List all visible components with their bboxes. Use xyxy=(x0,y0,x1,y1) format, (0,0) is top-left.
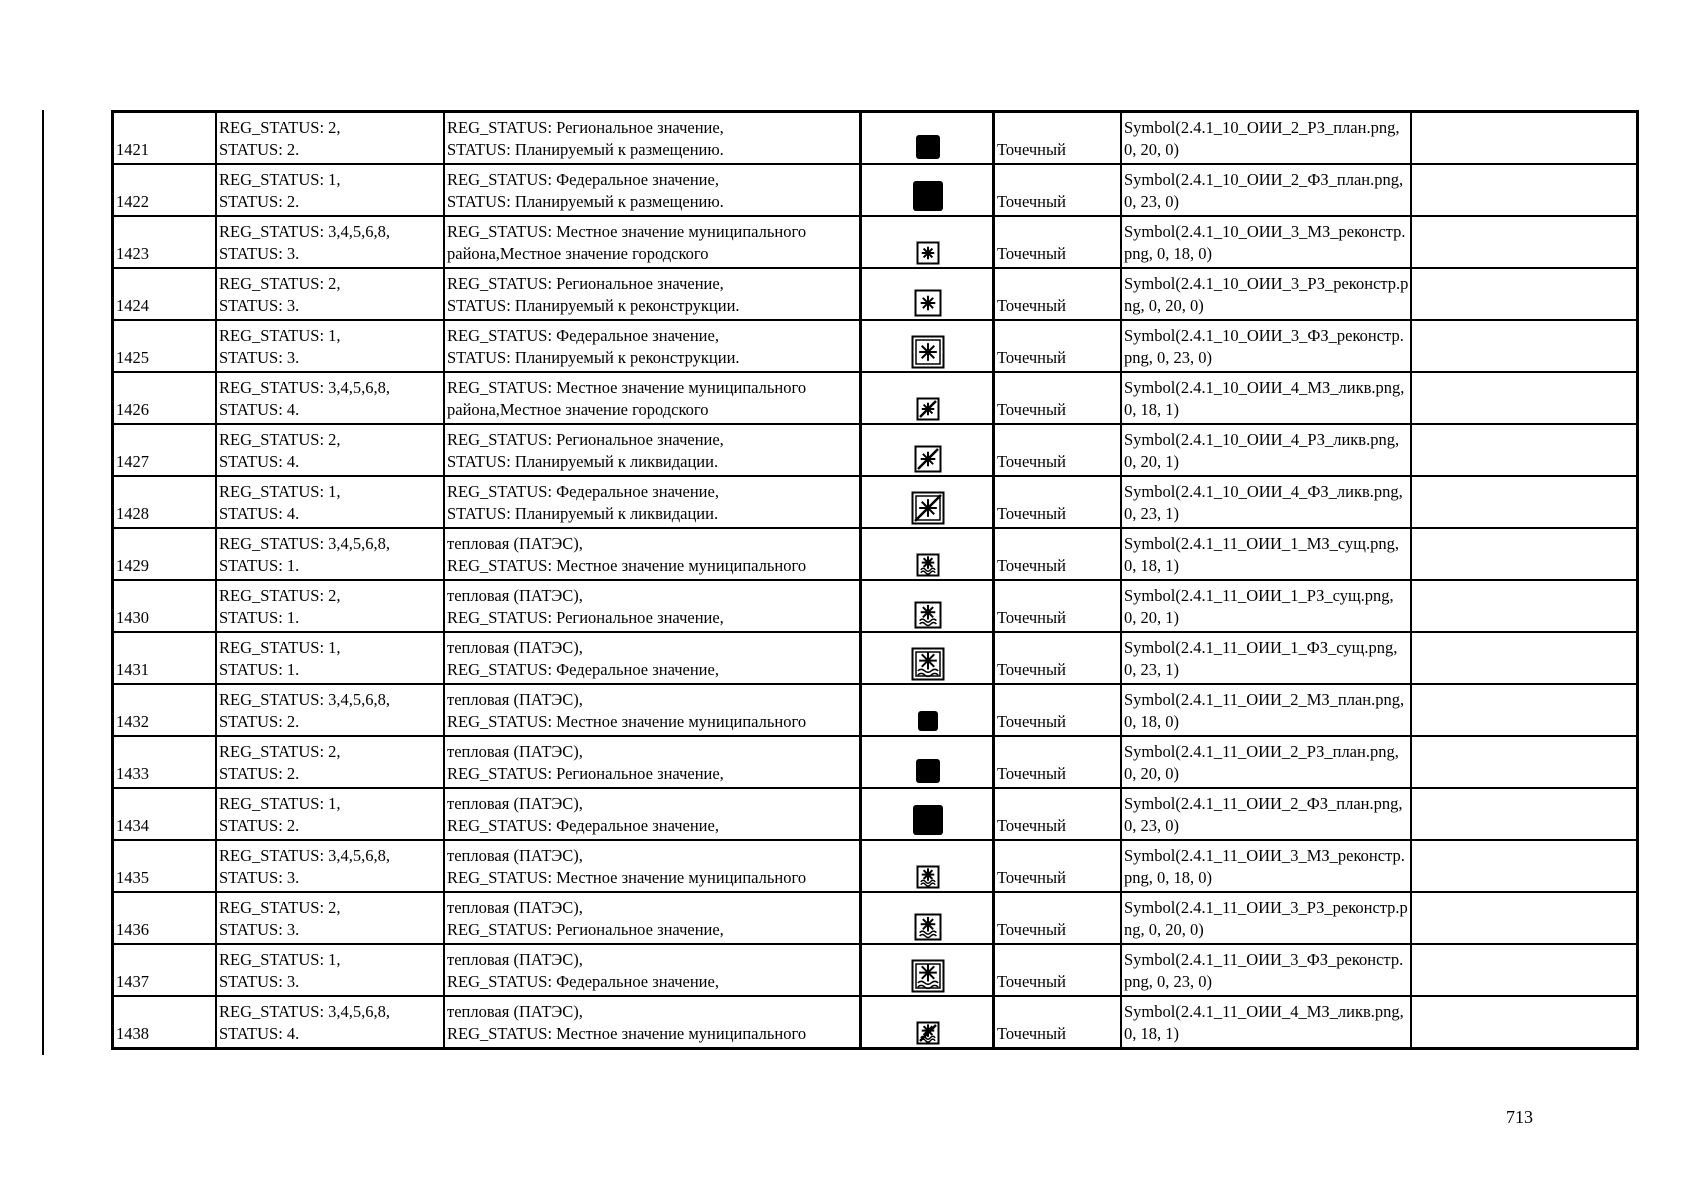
description-line: REG_STATUS: Федеральное значение, xyxy=(447,170,719,189)
reg-status-cell xyxy=(216,320,444,372)
row-number: 1431 xyxy=(113,632,217,684)
table-row xyxy=(113,840,1638,892)
description-cell xyxy=(444,580,861,632)
empty-cell xyxy=(1411,164,1638,216)
symbol-preview-cell xyxy=(861,424,994,476)
symbol-definition: Symbol(2.4.1_11_ОИИ_3_РЗ_реконстр.png, 0, 20, 0) xyxy=(1121,892,1411,944)
table-row xyxy=(113,580,1638,632)
description-line: тепловая (ПАТЭС), xyxy=(447,690,583,709)
description-line: тепловая (ПАТЭС), xyxy=(447,794,583,813)
solid-square-large-icon xyxy=(911,185,945,204)
symbol-preview-cell xyxy=(861,320,994,372)
geometry-type: Точечный xyxy=(994,268,1122,320)
description-cell xyxy=(444,372,861,424)
asterisk-waves-box-medium-icon xyxy=(914,916,942,935)
description-line: REG_STATUS: Местное значение муниципального xyxy=(447,556,807,575)
table-row xyxy=(113,112,1638,165)
symbol-definition: Symbol(2.4.1_11_ОИИ_3_ФЗ_реконстр.png, 0, 23, 0) xyxy=(1121,944,1411,996)
row-number: 1422 xyxy=(113,164,217,216)
row-number: 1429 xyxy=(113,528,217,580)
symbol-definition: Symbol(2.4.1_10_ОИИ_3_РЗ_реконстр.png, 0, 20, 0) xyxy=(1121,268,1411,320)
symbol-preview-cell xyxy=(861,840,994,892)
symbol-definition: Symbol(2.4.1_11_ОИИ_2_МЗ_план.png, 0, 18, 0) xyxy=(1121,684,1411,736)
empty-cell xyxy=(1411,788,1638,840)
symbol-definition: Symbol(2.4.1_11_ОИИ_1_РЗ_сущ.png, 0, 20, 1) xyxy=(1121,580,1411,632)
reg-status-cell xyxy=(216,164,444,216)
empty-cell xyxy=(1411,684,1638,736)
description-cell xyxy=(444,528,861,580)
asterisk-waves-box-crossed-small-icon xyxy=(916,1022,940,1041)
reg-status-line: REG_STATUS: 1, xyxy=(219,794,341,813)
geometry-type: Точечный xyxy=(994,996,1122,1049)
table-row xyxy=(113,528,1638,580)
description-cell xyxy=(444,840,861,892)
status-line: STATUS: 1. xyxy=(219,556,300,575)
empty-cell xyxy=(1411,632,1638,684)
solid-square-medium-icon xyxy=(914,136,942,155)
row-number: 1428 xyxy=(113,476,217,528)
description-cell xyxy=(444,736,861,788)
geometry-type: Точечный xyxy=(994,736,1122,788)
solid-square-medium-icon xyxy=(914,760,942,779)
reg-status-line: REG_STATUS: 1, xyxy=(219,326,341,345)
row-number: 1432 xyxy=(113,684,217,736)
status-line: STATUS: 4. xyxy=(219,504,300,523)
row-number: 1430 xyxy=(113,580,217,632)
status-line: STATUS: 4. xyxy=(219,400,300,419)
geometry-type: Точечный xyxy=(994,164,1122,216)
description-line: REG_STATUS: Федеральное значение, xyxy=(447,660,719,679)
description-line: тепловая (ПАТЭС), xyxy=(447,638,583,657)
description-line: REG_STATUS: Федеральное значение, xyxy=(447,482,719,501)
symbol-preview-cell xyxy=(861,476,994,528)
reg-status-line: REG_STATUS: 1, xyxy=(219,950,341,969)
description-cell xyxy=(444,112,861,165)
empty-cell xyxy=(1411,736,1638,788)
symbol-definition: Symbol(2.4.1_11_ОИИ_3_МЗ_реконстр.png, 0, 18, 0) xyxy=(1121,840,1411,892)
symbol-definition: Symbol(2.4.1_11_ОИИ_4_МЗ_ликв.png, 0, 18, 1) xyxy=(1121,996,1411,1049)
symbol-preview-cell xyxy=(861,736,994,788)
reg-status-cell xyxy=(216,476,444,528)
table-row xyxy=(113,268,1638,320)
row-number: 1424 xyxy=(113,268,217,320)
reg-status-cell xyxy=(216,268,444,320)
row-number: 1437 xyxy=(113,944,217,996)
table-row xyxy=(113,216,1638,268)
symbol-table xyxy=(111,110,1639,1050)
reg-status-line: REG_STATUS: 3,4,5,6,8, xyxy=(219,846,391,865)
status-line: STATUS: 4. xyxy=(219,1024,300,1043)
description-line: REG_STATUS: Местное значение муниципального xyxy=(447,868,807,887)
empty-cell xyxy=(1411,424,1638,476)
reg-status-line: REG_STATUS: 3,4,5,6,8, xyxy=(219,534,391,553)
symbol-table-body xyxy=(113,112,1638,1049)
description-cell xyxy=(444,216,861,268)
symbol-definition: Symbol(2.4.1_10_ОИИ_4_МЗ_ликв.png, 0, 18, 1) xyxy=(1121,372,1411,424)
description-line: STATUS: Планируемый к ликвидации. xyxy=(447,452,719,471)
table-row xyxy=(113,320,1638,372)
description-line: тепловая (ПАТЭС), xyxy=(447,742,583,761)
geometry-type: Точечный xyxy=(994,788,1122,840)
symbol-definition: Symbol(2.4.1_10_ОИИ_3_ФЗ_реконстр.png, 0, 23, 0) xyxy=(1121,320,1411,372)
reg-status-line: REG_STATUS: 3,4,5,6,8, xyxy=(219,690,391,709)
symbol-definition: Symbol(2.4.1_10_ОИИ_2_РЗ_план.png, 0, 20, 0) xyxy=(1121,112,1411,165)
row-number: 1434 xyxy=(113,788,217,840)
reg-status-line: REG_STATUS: 3,4,5,6,8, xyxy=(219,1002,391,1021)
symbol-preview-cell xyxy=(861,632,994,684)
status-line: STATUS: 2. xyxy=(219,192,300,211)
reg-status-cell xyxy=(216,996,444,1049)
geometry-type: Точечный xyxy=(994,320,1122,372)
empty-cell xyxy=(1411,528,1638,580)
symbol-definition: Symbol(2.4.1_10_ОИИ_4_ФЗ_ликв.png, 0, 23, 1) xyxy=(1121,476,1411,528)
reg-status-line: REG_STATUS: 2, xyxy=(219,274,341,293)
reg-status-cell xyxy=(216,580,444,632)
geometry-type: Точечный xyxy=(994,112,1122,165)
status-line: STATUS: 2. xyxy=(219,816,300,835)
description-line: STATUS: Планируемый к реконструкции. xyxy=(447,348,740,367)
row-number: 1423 xyxy=(113,216,217,268)
margin-rule xyxy=(42,110,44,1055)
status-line: STATUS: 4. xyxy=(219,452,300,471)
symbol-definition: Symbol(2.4.1_11_ОИИ_2_ФЗ_план.png, 0, 23, 0) xyxy=(1121,788,1411,840)
status-line: STATUS: 1. xyxy=(219,608,300,627)
row-number: 1426 xyxy=(113,372,217,424)
asterisk-waves-box-large-icon xyxy=(911,653,945,672)
geometry-type: Точечный xyxy=(994,528,1122,580)
table-row xyxy=(113,944,1638,996)
reg-status-line: REG_STATUS: 2, xyxy=(219,742,341,761)
row-number: 1425 xyxy=(113,320,217,372)
empty-cell xyxy=(1411,892,1638,944)
empty-cell xyxy=(1411,840,1638,892)
description-line: REG_STATUS: Местное значение муниципального xyxy=(447,222,807,241)
description-cell xyxy=(444,996,861,1049)
description-cell xyxy=(444,684,861,736)
reg-status-line: REG_STATUS: 3,4,5,6,8, xyxy=(219,222,391,241)
reg-status-cell xyxy=(216,112,444,165)
symbol-preview-cell xyxy=(861,892,994,944)
empty-cell xyxy=(1411,112,1638,165)
description-cell xyxy=(444,476,861,528)
row-number: 1435 xyxy=(113,840,217,892)
geometry-type: Точечный xyxy=(994,840,1122,892)
status-line: STATUS: 3. xyxy=(219,868,300,887)
reg-status-cell xyxy=(216,840,444,892)
reg-status-line: REG_STATUS: 2, xyxy=(219,118,341,137)
symbol-preview-cell xyxy=(861,996,994,1049)
empty-cell xyxy=(1411,216,1638,268)
row-number: 1421 xyxy=(113,112,217,165)
snowflake-box-crossed-medium-icon xyxy=(914,448,942,467)
empty-cell xyxy=(1411,268,1638,320)
reg-status-line: REG_STATUS: 2, xyxy=(219,898,341,917)
table-row xyxy=(113,476,1638,528)
description-cell xyxy=(444,944,861,996)
description-line: REG_STATUS: Региональное значение, xyxy=(447,430,724,449)
status-line: STATUS: 3. xyxy=(219,972,300,991)
asterisk-waves-box-small-icon xyxy=(916,554,940,573)
snowflake-box-crossed-small-icon xyxy=(916,398,940,417)
geometry-type: Точечный xyxy=(994,632,1122,684)
symbol-preview-cell xyxy=(861,268,994,320)
description-cell xyxy=(444,424,861,476)
symbol-preview-cell xyxy=(861,164,994,216)
table-row xyxy=(113,996,1638,1049)
symbol-preview-cell xyxy=(861,788,994,840)
symbol-preview-cell xyxy=(861,528,994,580)
geometry-type: Точечный xyxy=(994,944,1122,996)
description-line: REG_STATUS: Местное значение муниципального xyxy=(447,1024,807,1043)
reg-status-cell xyxy=(216,788,444,840)
symbol-definition: Symbol(2.4.1_11_ОИИ_1_ФЗ_сущ.png, 0, 23, 1) xyxy=(1121,632,1411,684)
description-line: REG_STATUS: Федеральное значение, xyxy=(447,972,719,991)
description-line: STATUS: Планируемый к реконструкции. xyxy=(447,296,740,315)
description-cell xyxy=(444,320,861,372)
reg-status-line: REG_STATUS: 1, xyxy=(219,170,341,189)
snowflake-box-large-icon xyxy=(911,341,945,360)
reg-status-cell xyxy=(216,372,444,424)
description-line: REG_STATUS: Местное значение муниципального xyxy=(447,712,807,731)
reg-status-line: REG_STATUS: 3,4,5,6,8, xyxy=(219,378,391,397)
table-row xyxy=(113,736,1638,788)
description-line: тепловая (ПАТЭС), xyxy=(447,950,583,969)
empty-cell xyxy=(1411,372,1638,424)
table-row xyxy=(113,788,1638,840)
reg-status-line: REG_STATUS: 1, xyxy=(219,482,341,501)
status-line: STATUS: 1. xyxy=(219,660,300,679)
description-line: тепловая (ПАТЭС), xyxy=(447,1002,583,1021)
description-line: REG_STATUS: Региональное значение, xyxy=(447,274,724,293)
description-line: STATUS: Планируемый к размещению. xyxy=(447,140,724,159)
symbol-definition: Symbol(2.4.1_10_ОИИ_2_ФЗ_план.png, 0, 23, 0) xyxy=(1121,164,1411,216)
table-row xyxy=(113,424,1638,476)
empty-cell xyxy=(1411,944,1638,996)
description-line: REG_STATUS: Региональное значение, xyxy=(447,920,724,939)
empty-cell xyxy=(1411,476,1638,528)
symbol-preview-cell xyxy=(861,372,994,424)
status-line: STATUS: 3. xyxy=(219,348,300,367)
status-line: STATUS: 3. xyxy=(219,920,300,939)
snowflake-box-crossed-large-icon xyxy=(911,497,945,516)
reg-status-cell xyxy=(216,216,444,268)
reg-status-line: REG_STATUS: 2, xyxy=(219,430,341,449)
snowflake-box-medium-icon xyxy=(914,292,942,311)
reg-status-cell xyxy=(216,528,444,580)
asterisk-waves-box-large-icon xyxy=(911,965,945,984)
symbol-definition: Symbol(2.4.1_10_ОИИ_3_МЗ_реконстр.png, 0, 18, 0) xyxy=(1121,216,1411,268)
description-cell xyxy=(444,268,861,320)
status-line: STATUS: 3. xyxy=(219,244,300,263)
status-line: STATUS: 2. xyxy=(219,764,300,783)
symbol-preview-cell xyxy=(861,684,994,736)
table-row xyxy=(113,372,1638,424)
reg-status-line: REG_STATUS: 2, xyxy=(219,586,341,605)
empty-cell xyxy=(1411,996,1638,1049)
row-number: 1436 xyxy=(113,892,217,944)
description-line: STATUS: Планируемый к размещению. xyxy=(447,192,724,211)
geometry-type: Точечный xyxy=(994,892,1122,944)
description-line: REG_STATUS: Федеральное значение, xyxy=(447,816,719,835)
table-row xyxy=(113,164,1638,216)
asterisk-waves-box-medium-icon xyxy=(914,604,942,623)
status-line: STATUS: 3. xyxy=(219,296,300,315)
description-line: района,Местное значение городского xyxy=(447,244,709,263)
description-cell xyxy=(444,788,861,840)
description-line: REG_STATUS: Региональное значение, xyxy=(447,764,724,783)
description-line: тепловая (ПАТЭС), xyxy=(447,846,583,865)
geometry-type: Точечный xyxy=(994,580,1122,632)
status-line: STATUS: 2. xyxy=(219,140,300,159)
geometry-type: Точечный xyxy=(994,372,1122,424)
description-cell xyxy=(444,632,861,684)
description-line: тепловая (ПАТЭС), xyxy=(447,534,583,553)
symbol-definition: Symbol(2.4.1_11_ОИИ_1_МЗ_сущ.png, 0, 18, 1) xyxy=(1121,528,1411,580)
solid-square-small-icon xyxy=(916,710,940,729)
description-line: STATUS: Планируемый к ликвидации. xyxy=(447,504,719,523)
status-line: STATUS: 2. xyxy=(219,712,300,731)
geometry-type: Точечный xyxy=(994,684,1122,736)
description-line: тепловая (ПАТЭС), xyxy=(447,898,583,917)
description-cell xyxy=(444,892,861,944)
row-number: 1438 xyxy=(113,996,217,1049)
reg-status-cell xyxy=(216,684,444,736)
symbol-preview-cell xyxy=(861,112,994,165)
description-line: тепловая (ПАТЭС), xyxy=(447,586,583,605)
snowflake-box-small-icon xyxy=(916,242,940,261)
symbol-preview-cell xyxy=(861,216,994,268)
reg-status-cell xyxy=(216,632,444,684)
row-number: 1427 xyxy=(113,424,217,476)
reg-status-cell xyxy=(216,892,444,944)
reg-status-line: REG_STATUS: 1, xyxy=(219,638,341,657)
symbol-preview-cell xyxy=(861,944,994,996)
page-number: 713 xyxy=(1506,1107,1533,1127)
empty-cell xyxy=(1411,580,1638,632)
symbol-preview-cell xyxy=(861,580,994,632)
symbol-definition: Symbol(2.4.1_10_ОИИ_4_РЗ_ликв.png, 0, 20, 1) xyxy=(1121,424,1411,476)
solid-square-large-icon xyxy=(911,809,945,828)
description-cell xyxy=(444,164,861,216)
geometry-type: Точечный xyxy=(994,216,1122,268)
empty-cell xyxy=(1411,320,1638,372)
reg-status-cell xyxy=(216,944,444,996)
geometry-type: Точечный xyxy=(994,476,1122,528)
table-row xyxy=(113,632,1638,684)
description-line: REG_STATUS: Местное значение муниципального xyxy=(447,378,807,397)
reg-status-cell xyxy=(216,424,444,476)
description-line: REG_STATUS: Региональное значение, xyxy=(447,608,724,627)
table-row xyxy=(113,892,1638,944)
description-line: района,Местное значение городского xyxy=(447,400,709,419)
table-row xyxy=(113,684,1638,736)
asterisk-waves-box-small-icon xyxy=(916,866,940,885)
description-line: REG_STATUS: Федеральное значение, xyxy=(447,326,719,345)
row-number: 1433 xyxy=(113,736,217,788)
geometry-type: Точечный xyxy=(994,424,1122,476)
reg-status-cell xyxy=(216,736,444,788)
description-line: REG_STATUS: Региональное значение, xyxy=(447,118,724,137)
symbol-definition: Symbol(2.4.1_11_ОИИ_2_РЗ_план.png, 0, 20, 0) xyxy=(1121,736,1411,788)
